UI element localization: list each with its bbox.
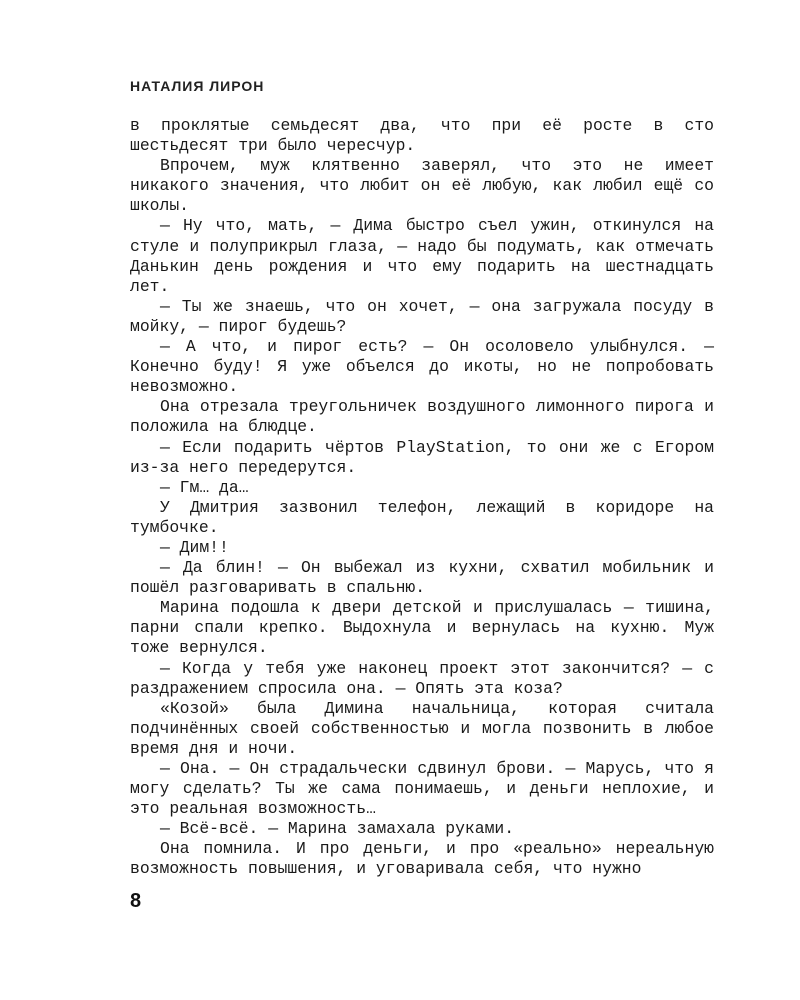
paragraph: Она отрезала треугольничек воздушного лимонного пирога и положила на блюдце. xyxy=(130,397,714,437)
paragraph: — Когда у тебя уже наконец проект этот закончится? — с раздражением спросила она. — Опять эта коза? xyxy=(130,658,714,698)
paragraph: — Если подарить чёртов PlayStation, то они же с Егором из-за него передерутся. xyxy=(130,437,714,477)
paragraph: — Она. — Он страдальчески сдвинул брови. — Марусь, что я могу сделать? Ты же сама понимаешь, и деньги неплохие, и это реальная возможность… xyxy=(130,759,714,819)
paragraph: Впрочем, муж клятвенно заверял, что это не имеет никакого значения, что любит он её любую, как любил ещё со школы. xyxy=(130,156,714,216)
paragraph: — Всё-всё. — Марина замахала руками. xyxy=(160,819,515,839)
paragraph: — Ну что, мать, — Дима быстро съел ужин, откинулся на стуле и полуприкрыл глаза, — надо бы подумать, как отмечать Данькин день рождения и что ему подарить на шестнадцать лет. xyxy=(130,216,714,296)
paragraph: — Гм… да… xyxy=(160,477,249,497)
running-header: НАТАЛИЯ ЛИРОН xyxy=(130,78,265,94)
paragraph: «Козой» была Димина начальница, которая считала подчинённых своей собственностью и могла позвонить в любое время дня и ночи. xyxy=(130,698,714,758)
page-number: 8 xyxy=(130,890,142,912)
paragraph: — Дим!! xyxy=(160,537,229,557)
body-text xyxy=(130,116,714,880)
paragraph: в проклятые семьдесят два, что при её росте в сто шестьдесят три было чересчур. xyxy=(130,116,714,156)
paragraph: — Ты же знаешь, что он хочет, — она загружала посуду в мойку, — пирог будешь? xyxy=(130,296,714,336)
paragraph: Она помнила. И про деньги, и про «реально» нереальную возможность повышения, и уговаривала себя, что нужно xyxy=(130,839,714,879)
paragraph: — Да блин! — Он выбежал из кухни, схватил мобильник и пошёл разговаривать в спальню. xyxy=(130,558,714,598)
paragraph: — А что, и пирог есть? — Он осоловело улыбнулся. — Конечно буду! Я уже объелся до икоты, но не попробовать невозможно. xyxy=(130,337,714,397)
paragraph: У Дмитрия зазвонил телефон, лежащий в коридоре на тумбочке. xyxy=(130,497,714,537)
paragraph: Марина подошла к двери детской и прислушалась — тишина, парни спали крепко. Выдохнула и вернулась на кухню. Муж тоже вернулся. xyxy=(130,598,714,658)
